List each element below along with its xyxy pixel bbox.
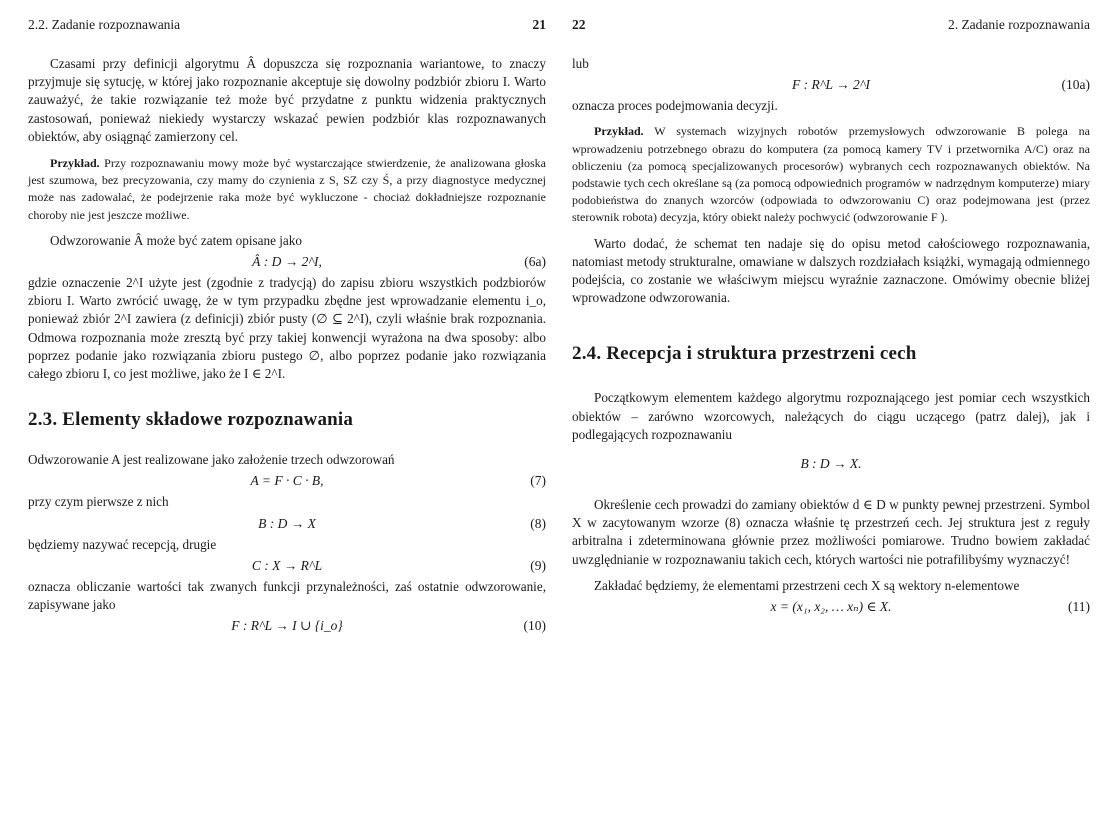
example-label: Przykład. — [594, 124, 644, 139]
paragraph: Zakładać będziemy, że elementami przestrzeni cech X są wektory n-elementowe — [594, 577, 1020, 593]
paragraph: Warto dodać, że schemat ten nadaje się do opisu metod całościowego rozpoznawania, natomiast metody strukturalne, omawiane w dalszych rozdziałach książki, wymagają odmiennego podejścia, co zostanie we właściwym miejscu wyraźnie zaznaczone. Omówimy obecnie bliżej wprowadzone odwzorowania. — [572, 235, 1090, 306]
paragraph: lub — [572, 56, 589, 71]
equation-11 — [572, 595, 1090, 619]
paragraph: Określenie cech prowadzi do zamiany obiektów d ∈ D w punkty pewnej przestrzeni. Symbol X w zacytowanym wzorze (8) oznacza właśnie tę przestrzeń cech. Jej struktura jest z reguły arbitralna i zdeterminowana głównie przez możliwości pomiarowe. Trudno bowiem zakładać uwzględnianie w rozpoznawaniu takich cech, których wartości nie potrafilibyśmy wyznaczyć! — [572, 497, 1090, 567]
equation-7 — [28, 469, 546, 493]
section-heading: 2.4. Recepcja i struktura przestrzeni cech — [572, 343, 917, 365]
paragraph: gdzie oznaczenie 2^I użyte jest (zgodnie z tradycją) do zapisu zbioru wszystkich podzbiorów zbioru I. Warto zwrócić uwagę, że w tym przypadku zbędne jest wprowadzanie elementu i_o, ponieważ zbiór 2^I zawiera (z definicji) zbiór pusty (∅ ⊆ 2^I), czyli właśnie brak rozpoznania. Odmowa rozpoznania może zresztą być przy takiej konwencji wyrażona na dwa sposoby: albo poprzez podanie jako rozwiązania zbioru pustego ∅, albo poprzez podanie jako rozwiązania całego zbioru I, co jest możliwe, jako że I ∈ 2^I. — [28, 275, 546, 382]
section-heading: 2.3. Elementy składowe rozpoznawania — [28, 409, 354, 431]
paragraph: oznacza proces podejmowania decyzji. — [572, 98, 778, 114]
equation-number: (8) — [530, 515, 546, 531]
right-page — [572, 0, 1090, 819]
equation-text: C : X → R^L — [251, 557, 323, 573]
equation-text: Â : D → 2^I, — [252, 254, 322, 270]
equation-number: (10) — [523, 618, 546, 634]
paragraph: Odwzorowanie Â może być zatem opisane jako — [50, 232, 302, 248]
example-paragraph — [28, 155, 546, 224]
equation-number: (6a) — [524, 254, 546, 270]
paragraph: Czasami przy definicji algorytmu Â dopuszcza się rozpoznania wariantowe, to znaczy przyjmuje się sytucję, w której jako rozpoznanie akceptuje się dowolny podzbiór zbioru I. Warto zauważyć, że takie rozwiązanie też może być przydatne z punktu widzenia praktycznych zastosowań, ponieważ niekiedy wystarczy wskazać pewien podzbiór klas rozpoznawanych obiektów, aby osiągnąć zamierzony cel. — [28, 56, 546, 144]
page-header — [572, 17, 1090, 39]
left-page — [28, 0, 546, 819]
running-title: 2.2. Zadanie rozpoznawania — [28, 17, 181, 32]
equation-text: B : D → X — [258, 515, 316, 531]
equation-6a — [28, 250, 546, 274]
equation-text: x = (x₁, x₂, … xₙ) ∈ X. — [770, 599, 892, 615]
equation-text: A = F · C · B, — [250, 473, 324, 489]
paragraph: oznacza obliczanie wartości tak zwanych funkcji przynależności, zaś ostatnie odwzorowanie, zapisywane jako — [28, 578, 546, 613]
equation-B — [572, 452, 1090, 476]
equation-number: (11) — [1068, 599, 1090, 615]
equation-10 — [28, 614, 546, 638]
equation-number: (10a) — [1061, 77, 1090, 93]
equation-8 — [28, 512, 546, 536]
page-number: 21 — [532, 17, 546, 32]
equation-text: B : D → X. — [800, 456, 862, 472]
page-header — [28, 17, 546, 39]
example-paragraph — [572, 123, 1090, 226]
paragraph: Odwzorowanie A jest realizowane jako założenie trzech odwzorowań — [28, 452, 395, 468]
example-text: Przy rozpoznawaniu mowy może być wystarczające stwierdzenie, że analizowana głoska jest szumowa, bez precyzowania, czy mamy do czynienia z S, SZ czy Ś, a przy diagnostyce medycznej może nas zadowalać, że podejrzenie raka może być wykluczone - chociaż dokładniejsze rozpoznanie choroby nie jest jeszcze możliwe. — [28, 156, 546, 222]
equation-number: (9) — [530, 557, 546, 573]
example-label: Przykład. — [50, 156, 100, 171]
running-title: 2. Zadanie rozpoznawania — [947, 17, 1090, 32]
paragraph: Początkowym elementem każdego algorytmu rozpoznającego jest pomiar cech wszystkich obiektów – zarówno wzorcowych, należących do ciągu uczącego (patrz dalej), jak i podlegających rozpoznawaniu — [572, 390, 1090, 442]
paragraph: będziemy nazywać recepcją, drugie — [28, 536, 217, 552]
equation-10a — [572, 73, 1090, 97]
equation-text: F : R^L → I ∪ {i_o} — [231, 618, 343, 634]
paragraph: przy czym pierwsze z nich — [28, 494, 169, 510]
equation-number: (7) — [530, 473, 546, 489]
equation-text: F : R^L → 2^I — [792, 77, 870, 93]
equation-9 — [28, 554, 546, 578]
page-number: 22 — [572, 17, 586, 32]
example-text: W systemach wizyjnych robotów przemysłowych odwzorowanie B polega na wprowadzeniu potrzebnego obrazu do komputera (za pomocą kamery TV i przetwornika A/C) oraz na obliczeniu (za pomocą specjalizowanych procesorów) wybranych cech rozpoznawanych obiektów. Na podstawie tych cech określane są (za pomocą odpowiednich programów w nadrzędnym komputerze) miary podobieństwa do znanych wzorców (odpowiada to odwzorowaniu C) oraz podejmowana jest (przez sterownik robota) decyzja, który obiekt należy pochwycić (odwzorowanie F ). — [572, 124, 1090, 225]
